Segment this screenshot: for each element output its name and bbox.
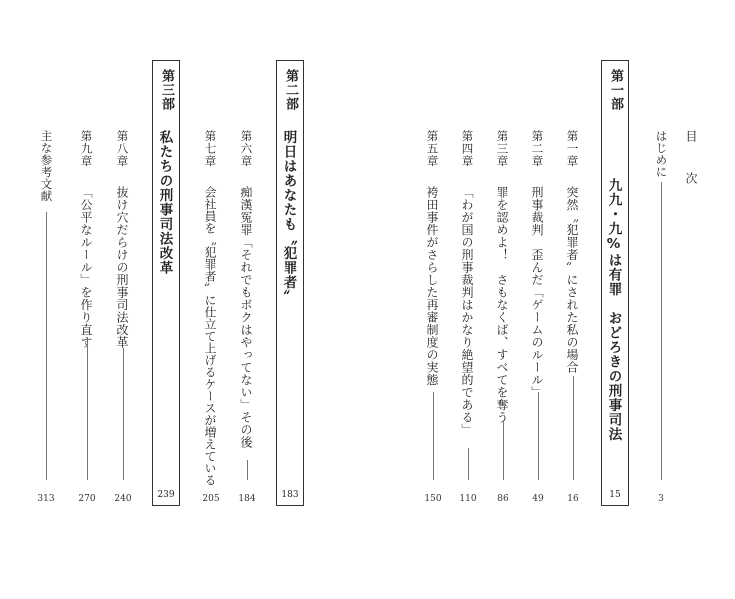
chapter-2-page: 49 [532,494,544,504]
chapter-6-leader [247,460,248,480]
chapter-4-title: 「わが国の刑事裁判はかなり絶望的である」 [460,186,474,436]
chapter-1-leader [573,376,574,480]
chapter-5-number: 第五章 [425,130,440,168]
chapter-8-leader [123,348,124,480]
chapter-4-page: 110 [459,494,477,504]
chapter-7-page: 205 [202,494,220,504]
toc-heading: 目 次 [684,130,698,192]
chapter-2-number: 第二章 [530,130,545,168]
part-3-label: 第三部 [159,69,174,111]
references-title: 主な参考文献 [39,130,54,202]
chapter-9-title: 「公平なルール」を作り直す [79,186,93,349]
chapter-7-title: 会社員を〝犯罪者〟に仕立て上げるケースが増えている [203,186,217,486]
intro-leader [661,182,662,480]
intro-page: 3 [658,494,664,504]
chapter-4-number: 第四章 [460,130,475,168]
chapter-6-title: 痴漢冤罪「それでもボクはやってない」その後 [239,186,253,449]
chapter-5-page: 150 [424,494,442,504]
chapter-9-page: 270 [78,494,96,504]
chapter-2-leader [538,392,539,480]
chapter-8-number: 第八章 [115,130,130,168]
chapter-3-leader [503,420,504,480]
references-page: 313 [37,494,55,504]
chapter-5-leader [433,392,434,480]
part-1-page: 15 [609,490,621,500]
part-1-label: 第一部 [608,69,623,111]
chapter-2-title: 刑事裁判 歪んだ「ゲームのルール」 [530,186,544,399]
chapter-8-page: 240 [114,494,132,504]
chapter-5-title: 袴田事件がさらした再審制度の実態 [425,186,439,386]
chapter-6-number: 第六章 [239,130,254,168]
chapter-9-number: 第九章 [79,130,94,168]
chapter-1-page: 16 [567,494,579,504]
part-3-box [152,60,180,506]
part-2-page: 183 [281,490,299,500]
part-3-title: 私たちの刑事司法改革 [156,130,173,275]
chapter-3-number: 第三章 [495,130,510,168]
chapter-9-leader [87,340,88,480]
chapter-4-leader [468,448,469,480]
part-1-title: 九九・九%は有罪 おどろきの刑事司法 [605,178,622,442]
chapter-1-title: 突然〝犯罪者〟にされた私の場合 [565,186,579,374]
part-2-label: 第二部 [283,69,298,111]
part-3-page: 239 [157,490,175,500]
chapter-3-page: 86 [497,494,509,504]
chapter-1-number: 第一章 [565,130,580,168]
part-2-title: 明日はあなたも〝犯罪者〟 [280,130,297,304]
chapter-8-title: 抜け穴だらけの刑事司法改革 [115,186,129,349]
chapter-7-number: 第七章 [203,130,218,168]
chapter-3-title: 罪を認めよ！ さもなくば、すべてを奪う [495,186,509,424]
intro-title: はじめに [654,130,669,178]
references-leader [46,212,47,480]
chapter-6-page: 184 [238,494,256,504]
